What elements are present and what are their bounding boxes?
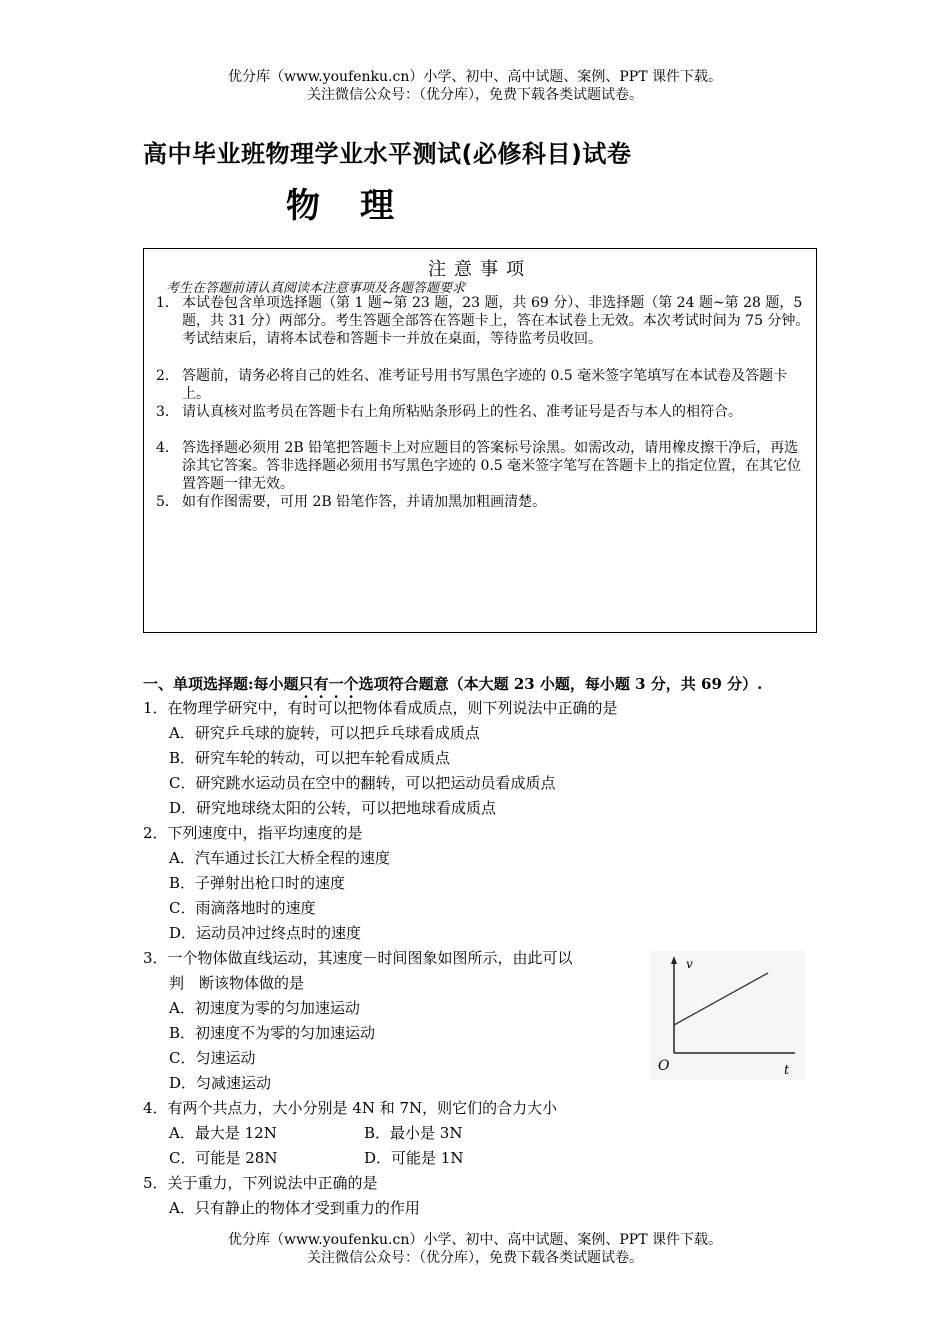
notice-item xyxy=(156,294,812,348)
notice-item-number: 3． xyxy=(156,404,179,420)
graph-y-label: v xyxy=(686,957,693,971)
notice-item-text: 答选择题必须用 2B 铅笔把答题卡上对应题目的答案标号涂黑。如需改动，请用橡皮擦干净后，再选涂其它答案。答非选择题必须用书写黑色字迹的 0.5 毫米签字笔写在答题卡上的指定位置，在其它位置答题一律无效。 xyxy=(182,440,802,492)
question-2-stem: 2．下列速度中，指平均速度的是 xyxy=(143,824,363,842)
question-2-option-b: B．子弹射出枪口时的速度 xyxy=(169,874,346,892)
section-heading-part: 选项符合题意（本大题 23 小题，每小题 3 分，共 69 分）. xyxy=(358,675,763,693)
notice-item-text: 请认真核对监考员在答题卡右上角所粘贴条形码上的性名、准考证号是否与本人的相符合。 xyxy=(182,404,742,420)
notice-item-number: 5． xyxy=(156,494,179,510)
subject-heading: 物理 xyxy=(286,186,434,226)
notice-item xyxy=(156,439,812,493)
footer-line-1: 优分库（www.youfenku.cn）小学、初中、高中试题、案例、PPT 课件下载。 xyxy=(227,1232,722,1248)
notice-item-text: 如有作图需要，可用 2B 铅笔作答，并请加黑加粗画清楚。 xyxy=(182,494,547,510)
question-4-option-a: A．最大是 12N xyxy=(169,1124,277,1142)
question-3-stem: 3．一个物体做直线运动，其速度－时间图象如图所示，由此可以 xyxy=(143,949,573,967)
notice-box xyxy=(143,248,817,633)
question-5-stem: 5．关于重力，下列说法中正确的是 xyxy=(143,1174,378,1192)
section-emphasis-char: 个 xyxy=(343,675,359,693)
question-2-option-d: D．运动员冲过终点时的速度 xyxy=(169,924,362,942)
question-3-stem-continued: 判 断该物体做的是 xyxy=(169,974,305,992)
question-5-option-a: A．只有静止的物体才受到重力的作用 xyxy=(169,1199,420,1217)
graph-x-label: t xyxy=(784,1063,790,1078)
question-2-option-c: C．雨滴落地时的速度 xyxy=(169,899,316,917)
question-1-option-a: A．研究乒乓球的旋转，可以把乒乓球看成质点 xyxy=(169,724,480,742)
notice-intro: 考生在答题前请认真阅读本注意事项及各题答题要求 xyxy=(166,281,466,296)
notice-title: 注意事项 xyxy=(428,259,532,280)
graph-origin-label: O xyxy=(658,1058,670,1074)
question-1-stem: 1．在物理学研究中，有时可以把物体看成质点，则下列说法中正确的是 xyxy=(143,699,618,717)
exam-title: 高中毕业班物理学业水平测试(必修科目)试卷 xyxy=(143,140,632,168)
question-1-option-b: B．研究车轮的转动，可以把车轮看成质点 xyxy=(169,749,451,767)
question-3-option-c: C．匀速运动 xyxy=(169,1049,256,1067)
section-heading-part: 一、单项选择题:每小题 xyxy=(143,675,299,693)
notice-item-number: 1． xyxy=(156,295,179,311)
notice-item-number: 4． xyxy=(156,440,179,456)
section-emphasis-char: 只 xyxy=(298,675,314,693)
header-line-1: 优分库（www.youfenku.cn）小学、初中、高中试题、案例、PPT 课件下载。 xyxy=(227,69,722,85)
question-4-option-b: B．最小是 3N xyxy=(364,1124,463,1142)
notice-item xyxy=(156,403,812,421)
notice-item xyxy=(156,493,812,511)
header-line-2: 关注微信公众号：（优分库），免费下载各类试题试卷。 xyxy=(307,87,643,103)
section-emphasis-char: 有 xyxy=(313,675,329,693)
notice-item-text: 答题前，请务必将自己的姓名、准考证号用书写黑色字迹的 0.5 毫米签字笔填写在本试卷及答题卡上。 xyxy=(182,368,788,402)
footer-line-2: 关注微信公众号：（优分库），免费下载各类试题试卷。 xyxy=(307,1250,643,1266)
notice-item-text: 本试卷包含单项选择题（第 1 题~第 23 题，23 题，共 69 分）、非选择题（第 24 题~第 28 题，5 题，共 31 分）两部分。考生答题全部答在答题卡上，答在本试卷上无效。本次考试时间为 75 分钟。考试结束后，请将本试卷和答题卡一并放在桌面，等待监考员收回。 xyxy=(182,295,810,347)
question-3-option-a: A．初速度为零的匀加速运动 xyxy=(169,999,360,1017)
question-3-option-d: D．匀减速运动 xyxy=(169,1074,272,1092)
question-4-option-d: D．可能是 1N xyxy=(364,1149,464,1167)
question-3-option-b: B．初速度不为零的匀加速运动 xyxy=(169,1024,376,1042)
section-heading xyxy=(143,673,762,694)
question-2-option-a: A．汽车通过长江大桥全程的速度 xyxy=(169,849,390,867)
section-emphasis-char: 一 xyxy=(328,675,344,693)
question-1-option-c: C．研究跳水运动员在空中的翻转，可以把运动员看成质点 xyxy=(169,774,556,792)
question-4-option-c: C．可能是 28N xyxy=(169,1149,278,1167)
question-4-stem: 4．有两个共点力，大小分别是 4N 和 7N，则它们的合力大小 xyxy=(143,1099,558,1117)
notice-item-number: 2． xyxy=(156,368,179,384)
question-1-option-d: D．研究地球绕太阳的公转，可以把地球看成质点 xyxy=(169,799,497,817)
velocity-time-graph xyxy=(650,950,805,1080)
notice-item xyxy=(156,367,812,403)
